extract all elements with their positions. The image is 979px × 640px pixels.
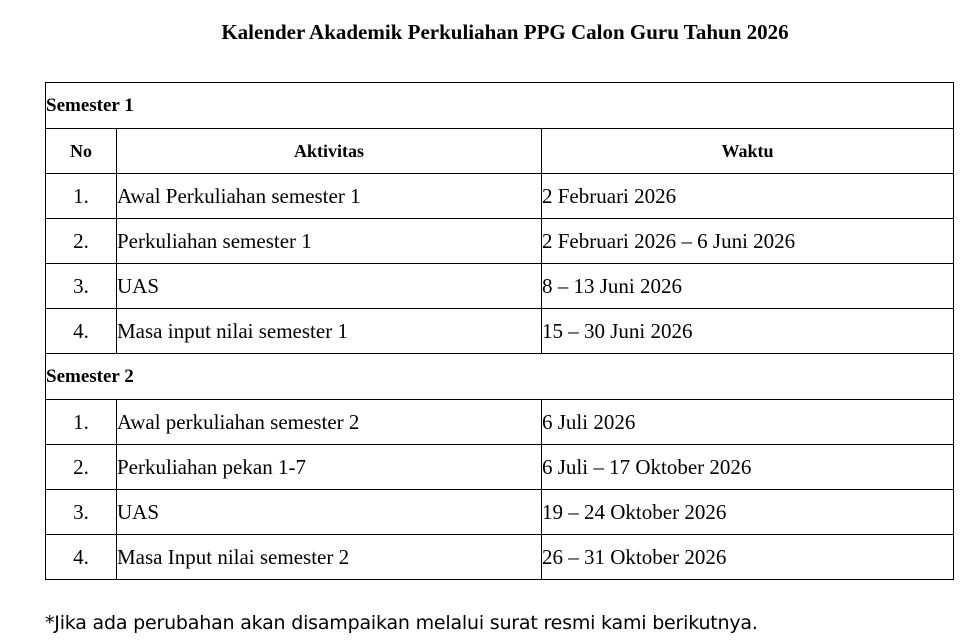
row-time: 2 Februari 2026 (542, 174, 954, 219)
row-activity: UAS (117, 490, 542, 535)
row-time: 2 Februari 2026 – 6 Juni 2026 (542, 219, 954, 264)
table-row (46, 490, 954, 535)
table-row (46, 535, 954, 580)
row-time: 19 – 24 Oktober 2026 (542, 490, 954, 535)
row-activity: Awal perkuliahan semester 2 (117, 400, 542, 445)
row-time: 6 Juli – 17 Oktober 2026 (542, 445, 954, 490)
table-row (46, 174, 954, 219)
row-no: 1. (46, 174, 117, 219)
row-time: 26 – 31 Oktober 2026 (542, 535, 954, 580)
row-activity: Awal Perkuliahan semester 1 (117, 174, 542, 219)
table-row (46, 219, 954, 264)
semester-1-row (46, 83, 954, 129)
header-time: Waktu (542, 129, 954, 174)
table-row (46, 309, 954, 354)
row-time: 8 – 13 Juni 2026 (542, 264, 954, 309)
row-time: 6 Juli 2026 (542, 400, 954, 445)
row-no: 3. (46, 264, 117, 309)
row-time: 15 – 30 Juni 2026 (542, 309, 954, 354)
row-no: 4. (46, 309, 117, 354)
row-no: 2. (46, 219, 117, 264)
semester-2-row (46, 354, 954, 400)
row-no: 1. (46, 400, 117, 445)
row-activity: Perkuliahan semester 1 (117, 219, 542, 264)
table-row (46, 445, 954, 490)
semester-1-label: Semester 1 (46, 83, 954, 129)
header-activity: Aktivitas (117, 129, 542, 174)
calendar-table (45, 82, 954, 580)
row-no: 3. (46, 490, 117, 535)
table-row (46, 264, 954, 309)
row-activity: UAS (117, 264, 542, 309)
row-activity: Masa input nilai semester 1 (117, 309, 542, 354)
row-activity: Masa Input nilai semester 2 (117, 535, 542, 580)
table-row (46, 400, 954, 445)
semester-2-label: Semester 2 (46, 354, 954, 400)
footnote: *Jika ada perubahan akan disampaikan melalui surat resmi kami berikutnya. (45, 612, 758, 634)
row-activity: Perkuliahan pekan 1-7 (117, 445, 542, 490)
header-row (46, 129, 954, 174)
row-no: 4. (46, 535, 117, 580)
header-no: No (46, 129, 117, 174)
row-no: 2. (46, 445, 117, 490)
page-title: Kalender Akademik Perkuliahan PPG Calon Guru Tahun 2026 (221, 20, 789, 44)
